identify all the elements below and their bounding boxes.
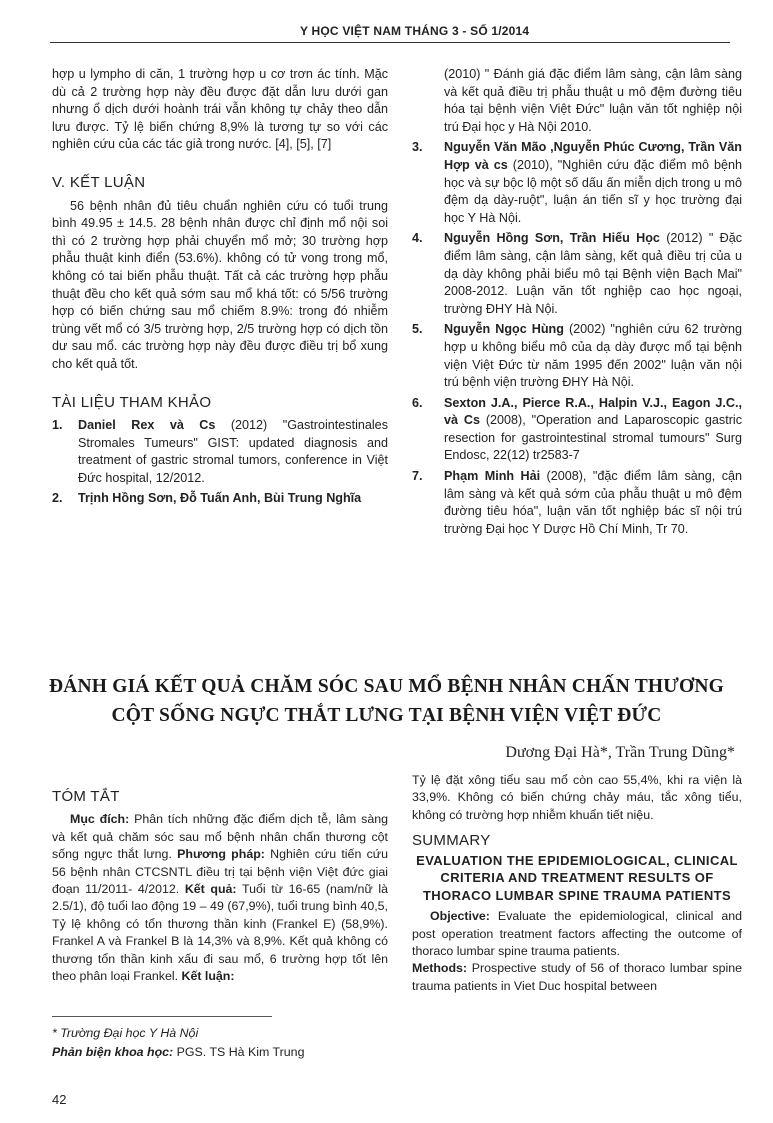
objective-text: Phân tích những đặc điểm dịch tễ, lâm sàng và kết quả chăm sóc sau mổ bệnh nhân chấn thương cột sống ngực thắt lưng. — [52, 812, 388, 862]
reference-authors: Phạm Minh Hải — [444, 469, 541, 484]
reviewer-name: PGS. TS Hà Kim Trung — [173, 1045, 305, 1059]
abstract-paragraph — [52, 811, 388, 985]
footnotes — [52, 1024, 392, 1062]
reference-authors: Sexton J.A., Pierce R.A., Halpin V.J., Eagon J.C., và Cs — [444, 395, 742, 428]
header-rule — [50, 42, 730, 43]
method-label: Phương pháp: — [177, 847, 265, 862]
reference-number: 6. — [412, 395, 423, 410]
reference-authors: Nguyễn Văn Mão ,Nguyễn Phúc Cương, Trần Văn Hợp và cs — [444, 140, 742, 172]
article-title-line-2: CỘT SỐNG NGỰC THẮT LƯNG TẠI BỆNH VIỆN VIỆT ĐỨC — [111, 705, 662, 726]
summary-objective-label: Objective: — [430, 909, 490, 924]
reference-item — [412, 321, 742, 391]
page-number: 42 — [52, 1092, 67, 1107]
reference-item — [412, 468, 742, 538]
article-authors: Dương Đại Hà*, Trần Trung Dũng* — [505, 744, 735, 761]
discussion-paragraph: hợp u lympho di căn, 1 trường hợp u cơ trơn ác tính. Mặc dù cả 2 trường hợp này đều được đặt dẫn lưu dưới gan nhưng ổ dịch dưới hoành trái vẫn không tự chảy theo dẫn lưu được. Tỷ lệ biến chứng 8,9% là tương tự so với các nghiên cứu của các tác giả trong nước. [4], [5], [7] — [52, 67, 388, 152]
prev-article-left-column — [52, 66, 388, 511]
summary-methods-text: Prospective study of 56 of thoraco lumbar spine trauma patients in Viet Duc hospital between — [412, 961, 742, 993]
reference-authors: Nguyễn Hồng Sơn, Trần Hiếu Học — [444, 231, 660, 246]
summary-column — [412, 772, 742, 995]
reference-authors: Daniel Rex và Cs — [78, 418, 216, 433]
reference-item-continued — [412, 66, 742, 136]
abstract-conclusion-text: Tỷ lệ đặt xông tiểu sau mổ còn cao 55,4%, khi ra viện là 33,9%. Không có biến chứng chảy máu, tắc xông tiểu, không có trường hợp nhiễm khuẩn tiết niệu. — [412, 773, 742, 822]
reference-number: 2. — [52, 491, 63, 506]
abstract-heading: TÓM TẮT — [52, 788, 120, 805]
reference-text: (2010), "Nghiên cứu đặc điểm mô bệnh học và sự bộc lộ một số dấu ấn miễn dịch trong u mô đệm dạ dày-ruột", luận án tiến sĩ y học trường đại học Y Hà Nội. — [444, 157, 742, 225]
conclusion-heading: V. KẾT LUẬN — [52, 173, 146, 191]
summary-heading: SUMMARY — [412, 832, 491, 850]
footnote-rule — [52, 1016, 272, 1017]
reference-number: 7. — [412, 469, 423, 484]
summary-paragraph — [412, 908, 742, 960]
reference-text: (2010) " Đánh giá đặc điểm lâm sàng, cận lâm sàng và kết quả điều trị phẫu thuật u mô đệm đường tiêu hóa tại bệnh viện Việt Đức" luận văn tốt nghiệp nội trú Đại học y Hà Nội 2010. — [444, 67, 742, 134]
running-head: Y HỌC VIỆT NAM THÁNG 3 - SỐ 1/2014 — [300, 24, 530, 38]
summary-methods-paragraph — [412, 960, 742, 995]
conclusion-label: Kết luận: — [181, 969, 235, 984]
conclusion-paragraph: 56 bệnh nhân đủ tiêu chuẩn nghiên cứu có tuổi trung bình 49.95 ± 14.5. 28 bệnh nhân được chỉ định mổ nội soi thì có 2 trường hợp phải chuyển mổ mở; 30 trường hợp phẫu thuật kinh điển (53.6%). không có tử vong trong mổ, không có tai biến phẫu thuật. Tất cả các trường hợp phẫu thuật đều cho kết quả sớm sau mổ khá tốt: có 5/56 trường hợp có biến chứng sau mổ chiếm 8.9%: trong đó nhiễm trùng vết mổ có 3/5 trường hợp, 2/5 trường hợp có dịch tồn dư sau mổ. các trường hợp này đều được điều trị bổ xung cho kết quả tốt. — [52, 198, 388, 371]
reference-item — [52, 490, 388, 508]
reference-number: 1. — [52, 418, 63, 433]
reviewer-footnote — [52, 1043, 392, 1062]
reviewer-label: Phản biện khoa học: — [52, 1045, 174, 1059]
article-title-line-1: ĐÁNH GIÁ KẾT QUẢ CHĂM SÓC SAU MỔ BỆNH NHÂN CHẤN THƯƠNG — [48, 676, 725, 697]
article-title — [40, 672, 733, 730]
summary-title: EVALUATION THE EPIDEMIOLOGICAL, CLINICAL CRITERIA AND TREATMENT RESULTS OF THORACO LUMBAR SPINE TRAUMA PATIENTS — [416, 852, 738, 903]
summary-methods-label: Methods: — [412, 961, 468, 976]
prev-article-right-column — [412, 66, 742, 541]
summary-objective-text: Evaluate the epidemiological, clinical and post operation treatment factors affecting the outcome of thoraco lumbar spine trauma patients. — [412, 909, 742, 958]
reference-number: 3. — [412, 140, 423, 155]
method-text: Nghiên cứu tiến cứu 56 bệnh nhân CTCSNTL điều trị tại bệnh viện Việt đức giai đoạn 11/2011- 4/2012. — [52, 847, 388, 897]
reference-authors: Nguyễn Ngọc Hùng — [444, 322, 564, 337]
reference-item — [412, 139, 742, 227]
affiliation-footnote: * Trường Đại học Y Hà Nội — [52, 1026, 199, 1040]
references-heading: TÀI LIỆU THAM KHẢO — [52, 393, 212, 411]
reference-number: 5. — [412, 322, 423, 337]
reference-text: (2012) " Đặc điểm lâm sàng, cận lâm sàng, kết quả điều trị của u dạ dày không phải biểu mô tại Bệnh viện Bạch Mai" 2008-2012. Luận văn tốt nghiệp cao học ngoại, trường ĐHY Hà Nội. — [444, 231, 742, 316]
reference-number: 4. — [412, 231, 423, 246]
result-text: Tuổi từ 16-65 (nam/nữ là 2.5/1), độ tuổi lao động 19 – 49 (67,9%), tuổi trung bình 40,5, Tỷ lệ không có tổn thương thần kinh (Frankel E) (58,9%). Frankel A và Frankel B là 14,3% và 8,9%. Kết quả không có thương tổn thần kinh xấu đi sau mổ, 6 trường hợp tốt lên theo phân loại Frankel. — [52, 882, 388, 984]
reference-text: (2008), "đặc điểm lâm sàng, cận lâm sàng và kết quả sớm của phẫu thuật u mô đệm đường tiêu hóa", luận văn tốt nghiệp bác sĩ nội trú trường Đại học Y Dược Hồ Chí Minh, Tr 70. — [444, 469, 743, 536]
reference-text: (2012) "Gastrointestinales Stromales Tumeurs" GIST: updated diagnosis and treatment of gastric stromal tumors, conference in Việt Đức hospital, 12/2012. — [78, 418, 388, 485]
reference-text: (2008), "Operation and Laparoscopic gastric resection for gastrointestinal stromal tumours" Surg Endosc, 22(12) tr2583-7 — [444, 413, 742, 463]
objective-label: Mục đích: — [70, 812, 130, 827]
reference-list-left — [52, 417, 388, 508]
reference-authors: Trịnh Hồng Sơn, Đỗ Tuấn Anh, Bùi Trung Nghĩa — [78, 491, 362, 506]
reference-item — [52, 417, 388, 487]
reference-item — [412, 395, 742, 465]
abstract-column — [52, 788, 388, 985]
reference-list-right — [412, 66, 742, 538]
reference-item — [412, 230, 742, 318]
reference-text: (2002) "nghiên cứu 62 trường hợp u không biểu mô của dạ dày được mổ tại bệnh viện Việt Đức từ năm 1995 đến 2002" luận văn nội trú bệnh viện trường ĐHY Hà Nội. — [444, 322, 742, 390]
result-label: Kết quả: — [184, 882, 237, 897]
